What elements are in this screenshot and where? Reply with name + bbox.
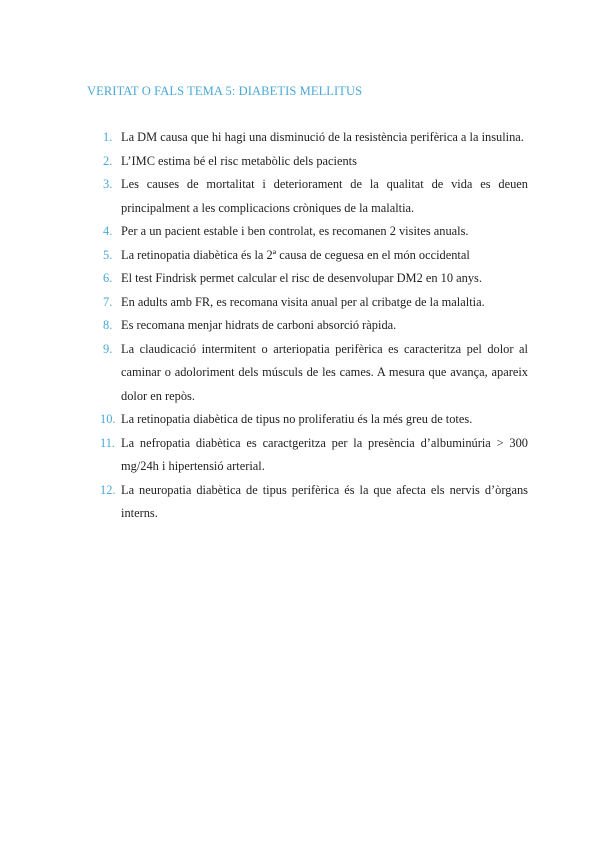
item-text: La retinopatia diabètica de tipus no proliferatiu és la més greu de totes.	[121, 412, 473, 426]
item-text: La claudicació intermitent o arteriopatia perifèrica es caracteritza pel dolor al caminar o adoloriment dels músculs de les cames. A mesura que avança, apareix dolor en repòs.	[121, 341, 528, 403]
list-item	[100, 432, 528, 479]
item-text: L’IMC estima bé el risc metabòlic dels pacients	[121, 153, 357, 168]
list-item	[103, 267, 528, 291]
list-item	[103, 173, 528, 220]
item-text: Les causes de mortalitat i deteriorament de la qualitat de vida es deuen principalment a les complicacions cròniques de la malaltia.	[121, 177, 528, 215]
item-text: Es recomana menjar hidrats de carboni absorció ràpida.	[121, 318, 397, 332]
item-text: La nefropatia diabètica es caractgeritza per la presència d’albuminúria > 300 mg/24h i hipertensió arterial.	[121, 435, 528, 473]
item-number: 2.	[103, 153, 113, 168]
item-number: 9.	[103, 341, 113, 356]
item-text: La DM causa que hi hagi una disminució de la resistència perifèrica a la insulina.	[121, 130, 524, 144]
list-item	[100, 408, 528, 432]
list-item	[103, 244, 528, 268]
item-number: 4.	[103, 224, 113, 238]
item-text: La retinopatia diabètica és la 2ª causa de ceguesa en el món occidental	[121, 247, 470, 262]
item-number: 5.	[103, 247, 113, 262]
item-number: 10.	[100, 412, 116, 426]
item-text: El test Findrisk permet calcular el risc de desenvolupar DM2 en 10 anys.	[121, 271, 482, 285]
item-number: 6.	[103, 271, 113, 285]
statement-list	[100, 126, 528, 526]
item-number: 1.	[103, 130, 113, 144]
item-number: 7.	[103, 294, 113, 309]
list-item	[103, 126, 528, 150]
item-text: En adults amb FR, es recomana visita anual per al cribatge de la malaltia.	[121, 294, 485, 309]
list-item	[100, 479, 528, 526]
list-item	[103, 291, 528, 315]
item-number: 8.	[103, 318, 113, 332]
list-item	[103, 220, 528, 244]
list-item	[103, 314, 528, 338]
item-number: 3.	[103, 177, 113, 191]
list-item	[103, 150, 528, 174]
list-item	[103, 338, 528, 409]
item-text: La neuropatia diabètica de tipus perifèrica és la que afecta els nervis d’òrgans interns.	[121, 482, 528, 520]
document-title: VERITAT O FALS TEMA 5: DIABETIS MELLITUS	[87, 84, 363, 98]
item-text: Per a un pacient estable i ben controlat, es recomanen 2 visites anuals.	[121, 224, 469, 238]
item-number: 12.	[100, 482, 116, 497]
item-number: 11.	[100, 435, 116, 450]
